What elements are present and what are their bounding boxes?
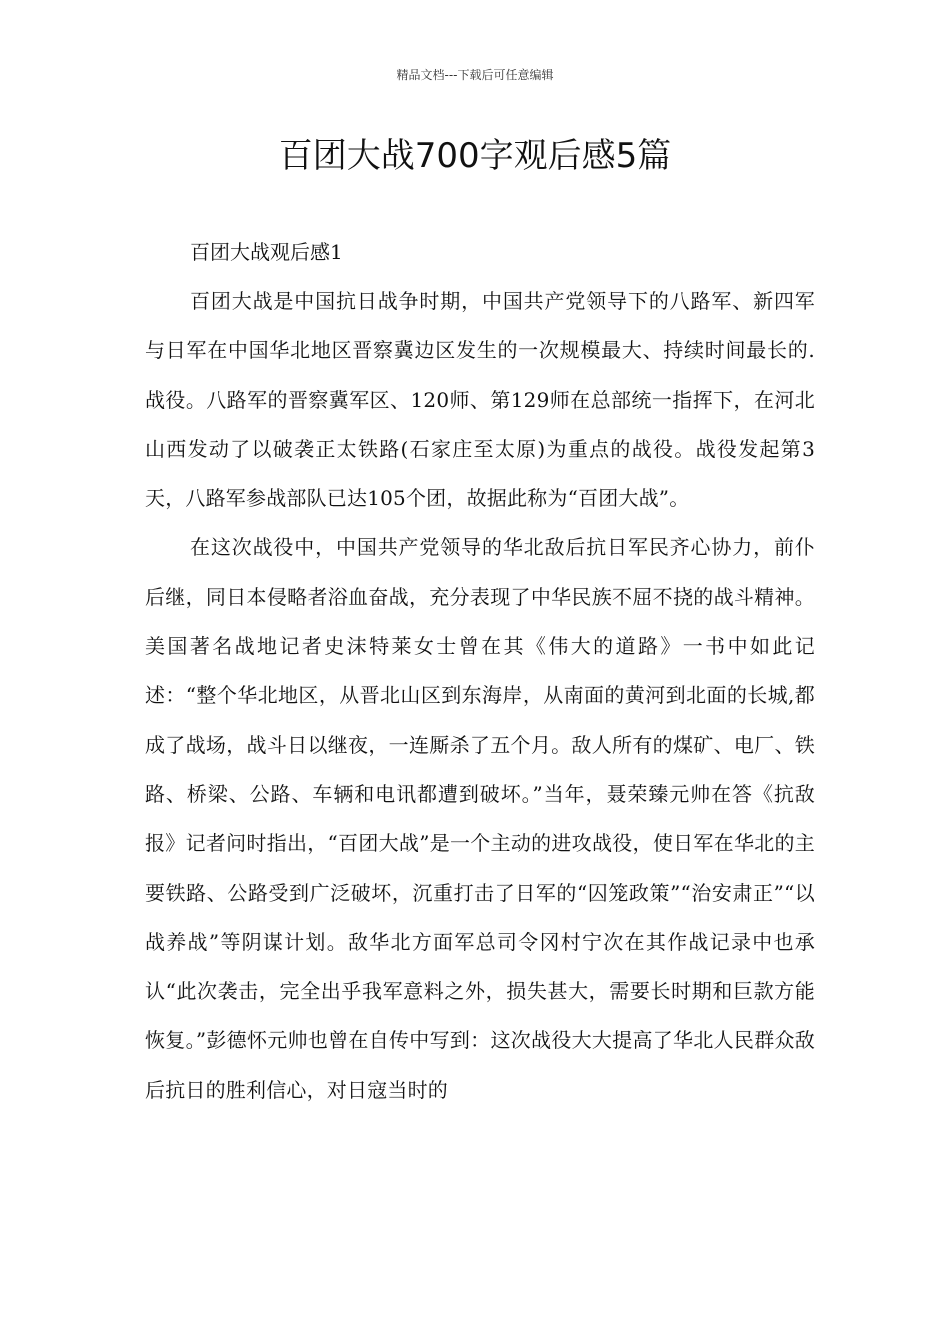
document-body [145, 228, 815, 1115]
paragraph-1: 百团大战是中国抗日战争时期，中国共产党领导下的八路军、新四军与日军在中国华北地区晋察冀边区发生的一次规模最大、持续时间最长的.战役。八路军的晋察冀军区、120师、第129师在总部统一指挥下，在河北山西发动了以破袭正太铁路(石家庄至太原)为重点的战役。战役发起第3天，八路军参战部队已达105个团，故据此称为“百团大战”。 [145, 289, 815, 511]
document-title: 百团大战700字观后感5篇 [278, 136, 672, 176]
page-header: 精品文档---下载后可任意编辑 [396, 68, 554, 82]
section-heading: 百团大战观后感1 [190, 240, 343, 264]
paragraph-2: 在这次战役中，中国共产党领导的华北敌后抗日军民齐心协力，前仆后继，同日本侵略者浴血奋战，充分表现了中华民族不屈不挠的战斗精神。美国著名战地记者史沫特莱女士曾在其《伟大的道路》一书中如此记述：“整个华北地区，从晋北山区到东海岸，从南面的黄河到北面的长城,都成了战场，战斗日以继夜，一连厮杀了五个月。敌人所有的煤矿、电厂、铁路、桥梁、公路、车辆和电讯都遭到破坏。”当年，聂荣臻元帅在答《抗敌报》记者问时指出，“百团大战”是一个主动的进攻战役，使日军在华北的主要铁路、公路受到广泛破坏，沉重打击了日军的“囚笼政策”“治安肃正”“以战养战”等阴谋计划。敌华北方面军总司令冈村宁次在其作战记录中也承认“此次袭击，完全出乎我军意料之外，损失甚大，需要长时期和巨款方能恢复。”彭德怀元帅也曾在自传中写到：这次战役大大提高了华北人民群众敌后抗日的胜利信心，对日寇当时的 [145, 535, 815, 1102]
